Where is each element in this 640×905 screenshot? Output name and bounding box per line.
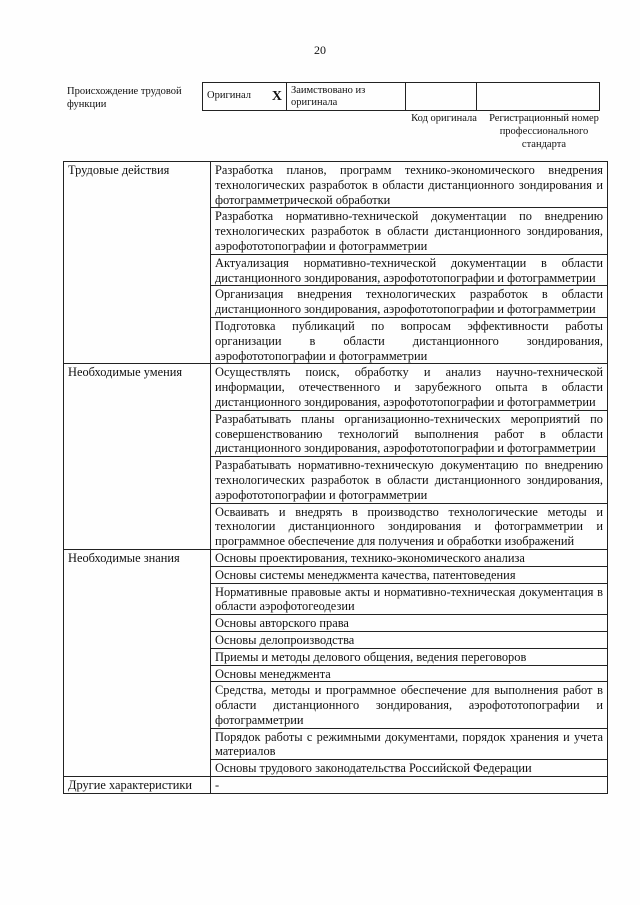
section-item: Разрабатывать нормативно-техническую документацию по внедрению технологических разработок в области дистанционного зондирования, аэрофототопографии и фотограмметрии <box>211 457 608 503</box>
origin-original-label: Оригинал <box>207 89 251 101</box>
section-item: Основы системы менеджмента качества, патентоведения <box>211 566 608 583</box>
reg-caption: Регистрационный номер профессионального стандарта <box>489 113 599 150</box>
section-item: Организация внедрения технологических разработок в области дистанционного зондирования, аэрофототопографии и фотограмметрии <box>211 286 608 318</box>
origin-original-mark: X <box>271 88 282 104</box>
section-item: Основы трудового законодательства Российской Федерации <box>211 760 608 777</box>
origin-borrowed-cell: Заимствовано из оригинала <box>287 83 406 111</box>
origin-table <box>202 82 600 111</box>
page-number: 20 <box>314 43 326 57</box>
table-row <box>64 549 608 566</box>
section-item: Средства, методы и программное обеспечение для выполнения работ в области дистанционного зондирования, аэрофототопографии и фотограмметрии <box>211 682 608 728</box>
section-item: Осваивать и внедрять в производство технологические методы и технологии дистанционного зондирования и фотограмметрии и программное обеспечение для получения и обработки изображений <box>211 503 608 549</box>
section-item: Основы проектирования, технико-экономического анализа <box>211 549 608 566</box>
section-item: - <box>211 777 608 794</box>
section-item: Основы менеджмента <box>211 665 608 682</box>
section-item: Подготовка публикаций по вопросам эффективности работы организации в области дистанционного зондирования, аэрофототопографии и фотограмметрии <box>211 317 608 363</box>
section-item: Порядок работы с режимными документами, порядок хранения и учета материалов <box>211 728 608 760</box>
function-table <box>63 161 608 794</box>
section-item: Основы авторского права <box>211 615 608 632</box>
code-caption: Код оригинала <box>411 113 477 124</box>
section-title-other-characteristics: Другие характеристики <box>64 777 211 794</box>
section-title-required-knowledge: Необходимые знания <box>64 549 211 776</box>
origin-reg-number-cell <box>477 83 600 111</box>
section-item: Разрабатывать планы организационно-технических мероприятий по совершенствованию технологий выполнения работ в области дистанционного зондирования, аэрофототопографии и фотограмметрии <box>211 410 608 456</box>
table-row <box>64 777 608 794</box>
section-item: Основы делопроизводства <box>211 631 608 648</box>
origin-original-cell <box>203 83 287 111</box>
section-title-labor-actions: Трудовые действия <box>64 162 211 364</box>
origin-code-cell <box>406 83 477 111</box>
section-item: Осуществлять поиск, обработку и анализ научно-технической информации, отечественного и зарубежного опыта в области дистанционного зондирования, аэрофототопографии и фотограмметрии <box>211 364 608 410</box>
section-item: Актуализация нормативно-технической документации в области дистанционного зондирования, аэрофототопографии и фотограмметрии <box>211 254 608 286</box>
section-item: Приемы и методы делового общения, ведения переговоров <box>211 648 608 665</box>
section-item: Нормативные правовые акты и нормативно-техническая документация в области аэрофотогеодезии <box>211 583 608 615</box>
origin-label: Происхождение трудовой функции <box>67 86 182 110</box>
section-item: Разработка планов, программ технико-экономического внедрения технологических разработок в области дистанционного зондирования и фотограмметрической обработки <box>211 162 608 208</box>
table-row <box>64 162 608 208</box>
section-title-required-skills: Необходимые умения <box>64 364 211 550</box>
table-row <box>64 364 608 410</box>
section-item: Разработка нормативно-технической документации по внедрению технологических разработок в области дистанционного зондирования, аэрофототопографии и фотограмметрии <box>211 208 608 254</box>
